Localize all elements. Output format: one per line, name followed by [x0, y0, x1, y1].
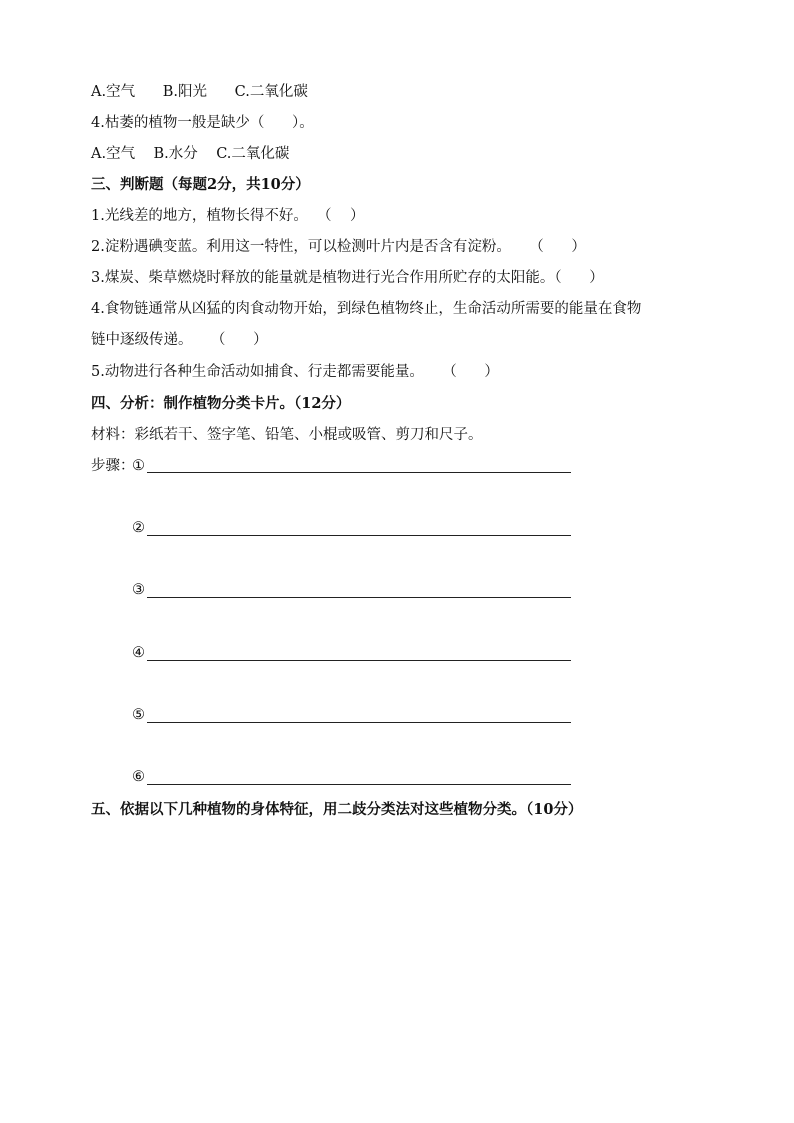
- option-line-2: A.空气 B.水分 C.二氧化碳: [91, 146, 290, 162]
- step-1-answer-line[interactable]: [147, 472, 571, 473]
- step-2-answer-line[interactable]: [147, 535, 571, 536]
- judge-item-2: 2.淀粉遇碘变蓝。利用这一特性，可以检测叶片内是否含有淀粉。 （ ）: [91, 239, 586, 255]
- judge-item-1: 1.光线差的地方，植物长得不好。 （ ）: [91, 208, 365, 224]
- section-3-heading: 三、判断题（每题2分，共10分）: [91, 176, 310, 193]
- step-4-answer-line[interactable]: [147, 660, 571, 661]
- judge-item-5: 5.动物进行各种生命活动如捕食、行走都需要能量。 （ ）: [91, 364, 499, 380]
- question-4: 4.枯萎的植物一般是缺少（ ）。: [91, 115, 314, 131]
- materials-line: 材料：彩纸若干、签字笔、铅笔、小棍或吸管、剪刀和尺子。: [91, 427, 483, 443]
- step-4-number: ④: [132, 645, 145, 661]
- step-1-number: ①: [132, 458, 145, 474]
- step-5-number: ⑤: [132, 707, 145, 723]
- section-5-heading: 五、依据以下几种植物的身体特征，用二歧分类法对这些植物分类。（10分）: [91, 801, 583, 818]
- step-6-answer-line[interactable]: [147, 784, 571, 785]
- judge-item-4-line-2: 链中逐级传递。 （ ）: [91, 332, 268, 348]
- judge-item-4-line-1: 4.食物链通常从凶猛的肉食动物开始，到绿色植物终止，生命活动所需要的能量在食物: [91, 301, 642, 317]
- judge-item-3: 3.煤炭、柴草燃烧时释放的能量就是植物进行光合作用所贮存的太阳能。（ ）: [91, 270, 604, 286]
- step-2-number: ②: [132, 520, 145, 536]
- step-3-answer-line[interactable]: [147, 597, 571, 598]
- steps-label: 步骤：: [91, 458, 135, 474]
- section-4-heading: 四、分析：制作植物分类卡片。（12分）: [91, 395, 351, 412]
- option-line-1: A.空气 B.阳光 C.二氧化碳: [91, 84, 308, 100]
- step-6-number: ⑥: [132, 769, 145, 785]
- step-5-answer-line[interactable]: [147, 722, 571, 723]
- step-3-number: ③: [132, 582, 145, 598]
